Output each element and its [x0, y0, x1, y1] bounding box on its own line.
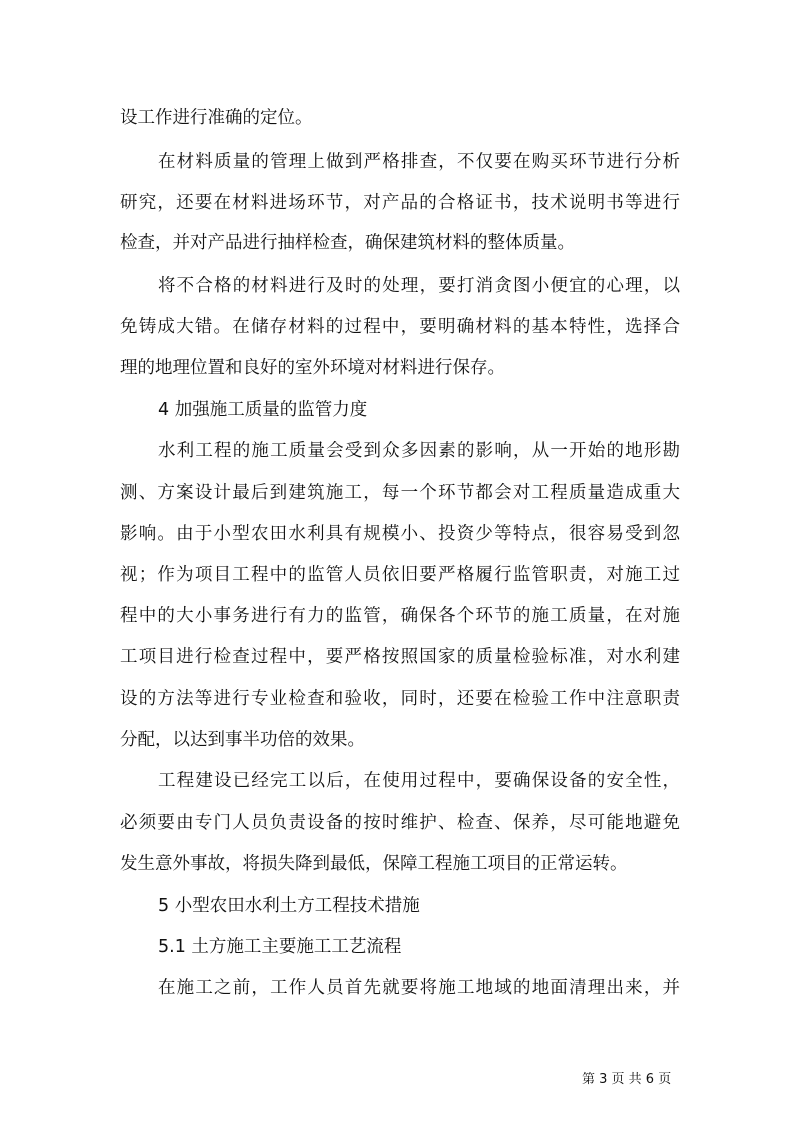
paragraph-line: 测、方案设计最后到建筑施工，每一个环节都会对工程质量造成重大: [120, 483, 680, 503]
paragraph-line: 影响。由于小型农田水利具有规模小、投资少等特点，很容易受到忽: [120, 524, 680, 544]
paragraph-line: 设的方法等进行专业检查和验收，同时，还要在检验工作中注意职责: [120, 689, 680, 709]
page-number: 第 3 页 共 6 页: [582, 1072, 672, 1087]
section-heading: 4 加强施工质量的监管力度: [158, 400, 368, 420]
paragraph-line: 将不合格的材料进行及时的处理，要打消贪图小便宜的心理，以: [158, 276, 680, 296]
paragraph-line: 水利工程的施工质量会受到众多因素的影响，从一开始的地形勘: [158, 441, 680, 461]
paragraph-line: 发生意外事故，将损失降到最低，保障工程施工项目的正常运转。: [120, 854, 628, 874]
paragraph-line: 研究，还要在材料进场环节，对产品的合格证书，技术说明书等进行: [120, 193, 680, 213]
paragraph-line: 检查，并对产品进行抽样检查，确保建筑材料的整体质量。: [120, 233, 575, 253]
paragraph-line: 视；作为项目工程中的监管人员依旧要严格履行监管职责，对施工过: [120, 565, 680, 585]
paragraph-line: 在施工之前，工作人员首先就要将施工地域的地面清理出来，并: [158, 978, 680, 998]
section-heading: 5 小型农田水利土方工程技术措施: [158, 896, 420, 916]
paragraph-line: 工程建设已经完工以后，在使用过程中，要确保设备的安全性，: [158, 771, 680, 791]
paragraph-line: 分配，以达到事半功倍的效果。: [120, 730, 365, 750]
paragraph-line: 设工作进行准确的定位。: [120, 108, 313, 128]
paragraph-line: 理的地理位置和良好的室外环境对材料进行保存。: [120, 358, 505, 378]
paragraph-line: 必须要由专门人员负责设备的按时维护、检查、保养，尽可能地避免: [120, 813, 680, 833]
paragraph-line: 工项目进行检查过程中，要严格按照国家的质量检验标准，对水利建: [120, 647, 680, 667]
subsection-heading: 5.1 土方施工主要施工工艺流程: [158, 937, 402, 957]
paragraph-line: 免铸成大错。在储存材料的过程中，要明确材料的基本特性，选择合: [120, 317, 680, 337]
paragraph-line: 在材料质量的管理上做到严格排查，不仅要在购买环节进行分析: [158, 152, 680, 172]
paragraph-line: 程中的大小事务进行有力的监管，确保各个环节的施工质量，在对施: [120, 606, 680, 626]
